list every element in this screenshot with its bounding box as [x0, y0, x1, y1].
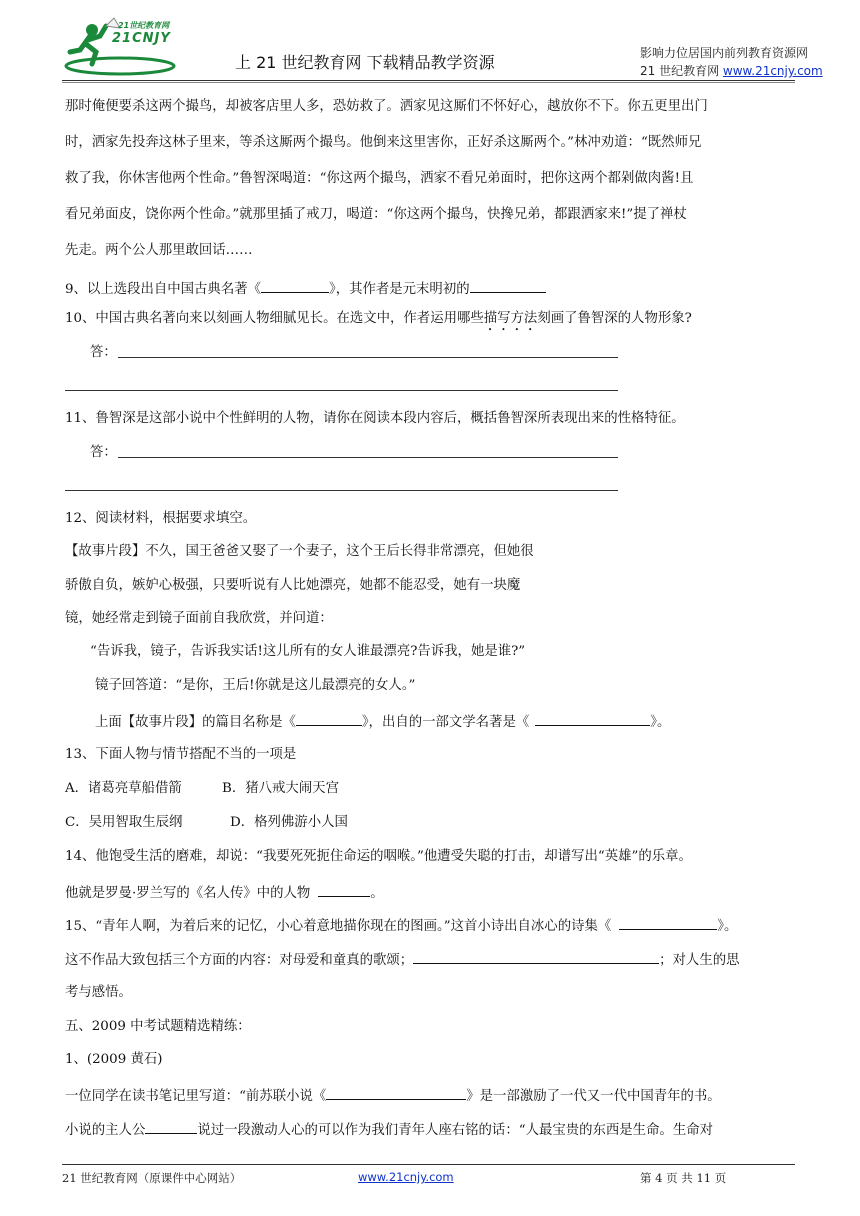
q13-option-B[interactable]: B．猪八戒大闹天宫	[222, 781, 339, 796]
q9-text-a: 9、以上选段出自中国古典名著《	[65, 282, 261, 297]
q15-text-a: 15、“青年人啊，为着后来的记忆，小心着意地描你现在的图画。”这首小诗出自冰心的诗集《	[65, 919, 612, 934]
question-15-line-2	[65, 949, 740, 970]
q13-option-A[interactable]: A．诸葛亮草船借箭	[65, 781, 182, 796]
question-15-line-3: 考与感悟。	[65, 985, 132, 1000]
passage-line-1: 那时俺便要杀这两个撮鸟，却被客店里人多，恐妨救了。洒家见这厮们不怀好心，越放你不下。你五更里出门	[65, 99, 708, 114]
logo-swoosh	[66, 58, 174, 74]
question-10	[65, 310, 692, 334]
q15-blank-collection[interactable]	[619, 915, 717, 930]
story-line-3: 镜，她经常走到镜子面前自我欣赏，并问道：	[65, 611, 333, 626]
e1-blank-novel[interactable]	[326, 1085, 466, 1100]
passage-line-4: 看兄弟面皮，饶你两个性命。”就那里插了戒刀，喝道：“你这两个撮鸟，快搀兄弟，都跟洒家来!”提了禅杖	[65, 207, 687, 222]
footer-left: 21 世纪教育网（原课件中心网站）	[62, 1171, 242, 1185]
passage-line-5: 先走。两个公人那里敢回话……	[65, 243, 253, 258]
exercise-1-heading: 1、(2009 黄石)	[65, 1052, 163, 1067]
question-12: 12、阅读材料，根据要求填空。	[65, 511, 257, 526]
e1-blank-protagonist[interactable]	[145, 1119, 197, 1134]
exercise-1-line-2	[65, 1119, 713, 1140]
q10-text-b: 刻画了鲁智深的人物形象?	[537, 311, 692, 326]
passage-line-2: 时，洒家先投奔这林子里来，等杀这厮两个撮鸟。他倒来这里害你，正好杀这厮两个。”林冲劝道：“既然师兄	[65, 135, 702, 150]
header-divider	[62, 80, 795, 81]
q12-text-c: 》。	[650, 715, 671, 730]
header-site-line	[640, 62, 823, 79]
q9-blank-author[interactable]	[470, 278, 546, 293]
exercise-1-line-1	[65, 1085, 721, 1106]
q14-blank[interactable]	[318, 882, 370, 897]
q9-blank-book[interactable]	[261, 278, 329, 293]
question-14-line-1: 14、他饱受生活的磨难，却说：“我要死死扼住命运的咽喉。”他遭受失聪的打击，却谱写出“英雄”的乐章。	[65, 849, 692, 864]
q15-text-c: 这不作品大致包括三个方面的内容：对母爱和童真的歌颂；	[65, 953, 414, 968]
q10-answer-label: 答：	[90, 345, 117, 360]
q15-text-b: 》。	[717, 919, 738, 934]
e1-text-d: 说过一段激动人心的可以作为我们青年人座右铭的话：“人最宝贵的东西是生命。生命对	[197, 1123, 714, 1138]
passage-line-3: 救了我，你休害他两个性命。”鲁智深喝道：“你这两个撮鸟，洒家不看兄弟面时，把你这两个都剁做肉酱!且	[65, 171, 694, 186]
header-site-link[interactable]: www.21cnjy.com	[722, 64, 823, 78]
story-line-1: 【故事片段】不久，国王爸爸又娶了一个妻子，这个王后长得非常漂亮，但她很	[65, 544, 534, 559]
header-site-prefix: 21 世纪教育网	[640, 64, 723, 78]
header-title: 上 21 世纪教育网 下载精品教学资源	[235, 53, 495, 72]
q12-blank-title[interactable]	[296, 711, 362, 726]
q10-emphasis: 描写方法	[483, 311, 538, 326]
section-5-heading: 五、2009 中考试题精选精练：	[65, 1019, 251, 1034]
e1-text-c: 小说的主人公	[65, 1123, 146, 1138]
q9-text-b: 》，其作者是元末明初的	[329, 282, 470, 297]
q10-answer-line-1[interactable]	[118, 357, 618, 358]
q11-answer-label: 答：	[90, 445, 117, 460]
header-divider-thin	[62, 82, 795, 83]
logo-brand-text: 21CNJY	[112, 31, 171, 46]
q12-fill	[95, 711, 670, 732]
q15-text-d: ；对人生的思	[659, 953, 740, 968]
logo-small-text: 21世纪教育网	[118, 21, 170, 30]
question-13: 13、下面人物与情节搭配不当的一项是	[65, 747, 297, 762]
e1-text-b: 》是一部激励了一代又一代中国青年的书。	[466, 1089, 721, 1104]
e1-text-a: 一位同学在读书笔记里写道：“前苏联小说《	[65, 1089, 327, 1104]
question-11: 11、鲁智深是这部小说中个性鲜明的人物，请你在阅读本段内容后，概括鲁智深所表现出来的性格特征。	[65, 411, 685, 426]
header-slogan: 影响力位居国内前列教育资源网	[640, 46, 809, 60]
story-line-4: “告诉我，镜子，告诉我实话!这儿所有的女人谁最漂亮?告诉我，她是谁?”	[90, 644, 526, 659]
q14-text-b: 。	[370, 886, 384, 901]
q12-text-b: 》，出自的一部文学名著是《	[361, 715, 530, 730]
q12-blank-book[interactable]	[535, 711, 650, 726]
q12-text-a: 上面【故事片段】的篇目名称是《	[95, 715, 296, 730]
q13-option-C[interactable]: C．吴用智取生辰纲	[65, 815, 183, 830]
footer-link[interactable]: www.21cnjy.com	[358, 1170, 454, 1184]
q11-answer-line-2[interactable]	[65, 490, 618, 491]
q14-text-a: 他就是罗曼·罗兰写的《名人传》中的人物	[65, 886, 311, 901]
q11-answer-line-1[interactable]	[118, 457, 618, 458]
q10-answer-line-2[interactable]	[65, 390, 618, 391]
story-line-2: 骄傲自负，嫉妒心极强，只要听说有人比她漂亮，她都不能忍受，她有一块魔	[65, 578, 521, 593]
question-14-line-2	[65, 882, 384, 903]
q13-option-D[interactable]: D．格列佛游小人国	[230, 815, 348, 830]
q15-blank-content[interactable]	[413, 949, 659, 964]
q10-text-a: 10、中国古典名著向来以刻画人物细腻见长。在选文中，作者运用哪些	[65, 311, 484, 326]
footer-page-number: 第 4 页 共 11 页	[640, 1171, 727, 1185]
logo-figure-head	[86, 24, 98, 36]
question-15-line-1	[65, 915, 737, 936]
footer-divider	[62, 1164, 795, 1165]
story-line-5: 镜子回答道：“是你，王后!你就是这儿最漂亮的女人。”	[95, 678, 416, 693]
question-9	[65, 278, 546, 299]
